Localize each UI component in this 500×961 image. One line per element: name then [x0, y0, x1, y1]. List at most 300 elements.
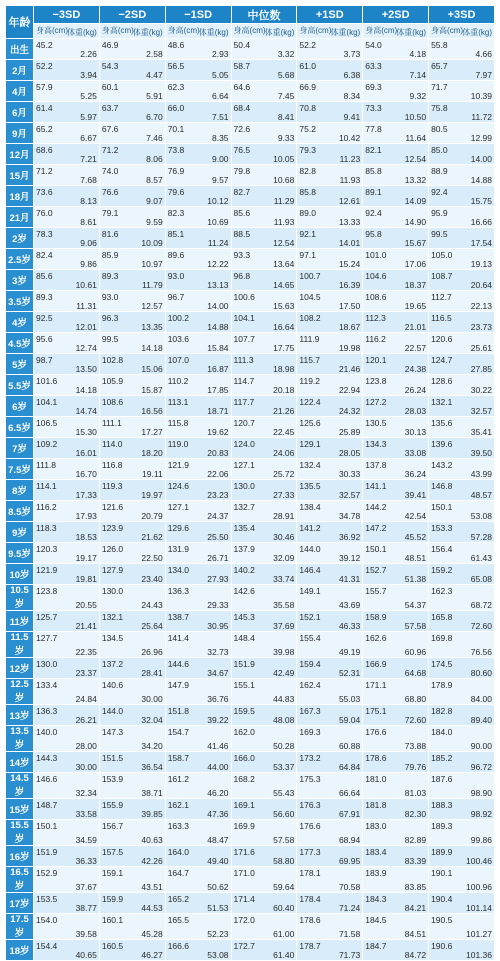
weight-value: 25.64 — [141, 621, 163, 631]
height-value: 181.0 — [365, 774, 387, 784]
value-cell — [363, 81, 429, 102]
weight-value: 15.63 — [273, 301, 295, 311]
height-value: 136.3 — [36, 706, 58, 716]
height-value: 99.5 — [431, 229, 448, 239]
value-cell — [231, 752, 297, 773]
weight-value: 30.00 — [141, 694, 163, 704]
height-value: 55.8 — [431, 40, 448, 50]
weight-value: 12.01 — [75, 322, 97, 332]
table-row — [6, 752, 495, 773]
value-cell — [297, 81, 363, 102]
value-cell — [429, 611, 495, 632]
height-value: 68.4 — [233, 103, 251, 113]
height-value: 172.0 — [233, 915, 255, 925]
value-cell — [297, 102, 363, 123]
height-value: 155.9 — [101, 800, 124, 810]
weight-value: 22.13 — [470, 301, 492, 311]
weight-value: 64.84 — [338, 762, 361, 772]
value-cell — [231, 522, 297, 543]
value-cell — [34, 585, 100, 611]
value-cell — [165, 773, 231, 799]
height-value: 171.0 — [233, 868, 255, 878]
height-value: 127.1 — [233, 460, 255, 470]
weight-value: 13.32 — [404, 175, 427, 185]
weight-value: 10.09 — [141, 238, 163, 248]
height-value: 134.3 — [365, 439, 387, 449]
weight-value: 98.90 — [470, 788, 492, 798]
value-cell — [297, 893, 363, 914]
sd-group-header: −3SD — [34, 6, 100, 24]
weight-value: 37.69 — [273, 621, 295, 631]
height-value: 89.3 — [101, 271, 119, 281]
height-value: 81.6 — [101, 229, 119, 239]
height-value: 89.6 — [167, 250, 185, 260]
weight-value: 12.74 — [75, 343, 97, 353]
value-cell — [231, 893, 297, 914]
value-cell — [297, 846, 363, 867]
value-cell — [34, 81, 100, 102]
value-cell — [34, 354, 100, 375]
table-row — [6, 459, 495, 480]
weight-value: 41.31 — [338, 574, 361, 584]
value-cell — [363, 914, 429, 940]
height-value: 156.7 — [101, 821, 124, 831]
value-cell — [297, 123, 363, 144]
height-value: 181.8 — [365, 800, 387, 810]
sd-group-header: +2SD — [363, 6, 429, 24]
age-cell: 13.5岁 — [6, 726, 34, 752]
value-cell — [99, 417, 165, 438]
value-cell — [363, 585, 429, 611]
age-cell: 8岁 — [6, 480, 34, 501]
height-value: 182.8 — [431, 706, 453, 716]
value-cell — [231, 186, 297, 207]
height-value: 92.1 — [299, 229, 316, 239]
height-value: 108.6 — [365, 292, 387, 302]
weight-value: 37.67 — [75, 882, 97, 892]
weight-value: 19.62 — [207, 427, 229, 437]
height-value: 143.2 — [431, 460, 453, 470]
height-value: 95.8 — [365, 229, 382, 239]
weight-value: 14.90 — [404, 217, 427, 227]
height-value: 79.8 — [233, 166, 251, 176]
height-value: 153.5 — [36, 894, 58, 904]
value-cell — [429, 165, 495, 186]
height-value: 96.8 — [233, 271, 251, 281]
height-value: 139.6 — [431, 439, 453, 449]
value-cell — [99, 893, 165, 914]
table-row — [6, 522, 495, 543]
value-cell — [34, 632, 100, 658]
weight-value: 44.83 — [273, 694, 295, 704]
weight-value: 28.05 — [338, 448, 361, 458]
weight-value: 7.46 — [146, 133, 163, 143]
height-value: 137.8 — [365, 460, 387, 470]
height-value: 127.1 — [167, 502, 189, 512]
value-cell — [34, 752, 100, 773]
age-cell: 17岁 — [6, 893, 34, 914]
value-cell — [429, 291, 495, 312]
height-value: 108.7 — [431, 271, 453, 281]
table-row — [6, 940, 495, 961]
weight-value: 53.08 — [207, 950, 229, 960]
value-cell — [34, 312, 100, 333]
weight-value: 3.73 — [343, 49, 361, 59]
value-cell — [34, 249, 100, 270]
value-cell — [231, 726, 297, 752]
value-cell — [165, 354, 231, 375]
value-cell — [429, 632, 495, 658]
weight-value: 14.88 — [470, 175, 492, 185]
value-cell — [363, 228, 429, 249]
weight-value: 20.55 — [75, 600, 97, 610]
weight-value: 15.84 — [207, 343, 229, 353]
value-cell — [297, 228, 363, 249]
value-cell — [297, 867, 363, 893]
value-cell — [34, 799, 100, 820]
value-cell — [297, 396, 363, 417]
height-value: 162.0 — [233, 727, 255, 737]
value-cell — [99, 564, 165, 585]
weight-value: 36.76 — [207, 694, 229, 704]
height-label: 身高(cm) — [36, 26, 68, 35]
weight-value: 28.03 — [404, 406, 427, 416]
value-cell — [231, 705, 297, 726]
height-value: 120.6 — [431, 334, 453, 344]
height-value: 159.9 — [101, 894, 124, 904]
height-value: 115.7 — [299, 355, 321, 365]
height-value: 124.0 — [233, 439, 255, 449]
height-value: 60.1 — [101, 82, 119, 92]
height-value: 160.1 — [101, 915, 124, 925]
weight-value: 13.33 — [338, 217, 361, 227]
value-cell — [165, 102, 231, 123]
weight-value: 76.56 — [470, 647, 492, 657]
weight-value: 35.58 — [273, 600, 295, 610]
weight-label: 体重(kg) — [264, 28, 295, 37]
table-row — [6, 705, 495, 726]
height-value: 154.4 — [36, 941, 58, 951]
weight-value: 19.65 — [404, 301, 427, 311]
sd-group-header: −2SD — [99, 6, 165, 24]
value-cell — [99, 867, 165, 893]
value-cell — [297, 354, 363, 375]
value-cell — [165, 564, 231, 585]
height-value: 62.3 — [167, 82, 185, 92]
height-value: 147.9 — [167, 680, 189, 690]
weight-value: 96.72 — [470, 762, 492, 772]
table-row — [6, 726, 495, 752]
value-cell — [165, 165, 231, 186]
value-cell — [429, 867, 495, 893]
weight-value: 12.54 — [404, 154, 427, 164]
height-value: 151.8 — [167, 706, 189, 716]
value-cell — [99, 679, 165, 705]
weight-value: 20.79 — [141, 511, 163, 521]
weight-value: 43.99 — [470, 469, 492, 479]
height-value: 166.9 — [365, 659, 387, 669]
age-cell: 5岁 — [6, 354, 34, 375]
table-row — [6, 60, 495, 81]
value-cell — [429, 480, 495, 501]
weight-value: 101.27 — [466, 929, 492, 939]
value-cell — [363, 312, 429, 333]
value-cell — [363, 611, 429, 632]
height-value: 79.3 — [299, 145, 316, 155]
height-value: 69.3 — [365, 82, 382, 92]
weight-value: 67.91 — [338, 809, 361, 819]
value-cell — [99, 144, 165, 165]
value-cell — [231, 312, 297, 333]
weight-value: 60.96 — [404, 647, 427, 657]
age-cell: 18岁 — [6, 940, 34, 961]
value-cell — [231, 81, 297, 102]
value-cell — [99, 799, 165, 820]
value-cell — [297, 564, 363, 585]
table-row — [6, 270, 495, 291]
height-value: 82.1 — [365, 145, 382, 155]
value-cell — [99, 249, 165, 270]
height-value: 184.5 — [365, 915, 387, 925]
value-cell — [34, 658, 100, 679]
value-cell — [34, 438, 100, 459]
sd-group-header: −1SD — [165, 6, 231, 24]
value-cell — [363, 522, 429, 543]
value-cell — [231, 585, 297, 611]
height-value: 111.8 — [36, 460, 57, 470]
value-cell — [231, 564, 297, 585]
height-value: 134.5 — [101, 633, 124, 643]
weight-value: 28.91 — [273, 511, 295, 521]
weight-value: 9.32 — [409, 91, 427, 101]
weight-value: 50.28 — [273, 741, 295, 751]
height-value: 167.3 — [299, 706, 321, 716]
value-cell — [363, 459, 429, 480]
weight-value: 45.52 — [404, 532, 427, 542]
height-value: 72.6 — [233, 124, 251, 134]
weight-value: 10.12 — [207, 196, 229, 206]
weight-value: 27.85 — [470, 364, 492, 374]
height-value: 104.1 — [233, 313, 255, 323]
weight-value: 11.64 — [405, 133, 427, 143]
weight-value: 82.30 — [404, 809, 427, 819]
weight-value: 27.93 — [207, 574, 229, 584]
weight-value: 24.06 — [273, 448, 295, 458]
weight-value: 72.60 — [470, 621, 492, 631]
height-value: 165.2 — [167, 894, 189, 904]
value-cell — [165, 893, 231, 914]
value-cell — [429, 207, 495, 228]
weight-value: 26.96 — [141, 647, 163, 657]
height-value: 61.4 — [36, 103, 53, 113]
value-cell — [34, 144, 100, 165]
weight-value: 15.67 — [404, 238, 427, 248]
value-cell — [99, 270, 165, 291]
height-value: 133.4 — [36, 680, 58, 690]
weight-value: 5.68 — [277, 70, 295, 80]
weight-value: 84.51 — [404, 929, 427, 939]
height-value: 126.0 — [101, 544, 124, 554]
weight-value: 9.57 — [211, 175, 229, 185]
age-cell: 11.5岁 — [6, 632, 34, 658]
height-value: 89.0 — [299, 208, 316, 218]
value-cell — [363, 705, 429, 726]
height-value: 130.5 — [365, 418, 387, 428]
height-value: 171.4 — [233, 894, 255, 904]
value-cell — [165, 39, 231, 60]
weight-value: 83.39 — [404, 856, 427, 866]
weight-value: 22.45 — [273, 427, 295, 437]
age-cell: 2岁 — [6, 228, 34, 249]
value-cell — [34, 60, 100, 81]
weight-value: 44.53 — [141, 903, 163, 913]
height-value: 168.2 — [233, 774, 255, 784]
weight-value: 39.58 — [75, 929, 97, 939]
height-value: 183.0 — [365, 821, 387, 831]
height-value: 68.6 — [36, 145, 53, 155]
value-cell — [34, 564, 100, 585]
height-value: 112.3 — [365, 313, 386, 323]
weight-value: 72.60 — [404, 715, 427, 725]
value-cell — [165, 333, 231, 354]
value-cell — [231, 799, 297, 820]
weight-value: 42.26 — [141, 856, 163, 866]
height-value: 184.7 — [365, 941, 387, 951]
table-row — [6, 249, 495, 270]
weight-value: 8.41 — [277, 112, 295, 122]
weight-value: 90.00 — [470, 741, 492, 751]
weight-value: 4.18 — [409, 49, 427, 59]
value-cell — [165, 396, 231, 417]
weight-value: 48.57 — [470, 490, 492, 500]
age-cell: 9岁 — [6, 522, 34, 543]
weight-value: 16.66 — [470, 217, 492, 227]
height-value: 166.0 — [233, 753, 255, 763]
weight-value: 10.50 — [404, 112, 427, 122]
value-cell — [165, 249, 231, 270]
weight-value: 48.08 — [273, 715, 295, 725]
height-value: 124.6 — [167, 481, 189, 491]
value-cell — [231, 459, 297, 480]
height-value: 119.2 — [299, 376, 321, 386]
weight-value: 26.21 — [75, 715, 97, 725]
weight-value: 32.09 — [273, 553, 295, 563]
weight-value: 19.97 — [141, 490, 163, 500]
value-cell — [297, 60, 363, 81]
height-value: 116.8 — [101, 460, 123, 470]
height-value: 127.2 — [365, 397, 387, 407]
weight-value: 6.38 — [343, 70, 361, 80]
height-value: 132.4 — [299, 460, 321, 470]
table-row — [6, 312, 495, 333]
growth-standard-table — [5, 5, 495, 961]
weight-value: 38.71 — [141, 788, 163, 798]
weight-value: 81.03 — [404, 788, 427, 798]
height-value: 114.0 — [101, 439, 123, 449]
weight-value: 61.40 — [273, 950, 295, 960]
value-cell — [297, 501, 363, 522]
measure-labels-header — [429, 24, 495, 39]
value-cell — [231, 249, 297, 270]
weight-value: 23.37 — [75, 668, 97, 678]
height-value: 169.1 — [233, 800, 255, 810]
height-value: 76.0 — [36, 208, 53, 218]
value-cell — [429, 438, 495, 459]
weight-value: 45.28 — [141, 929, 163, 939]
value-cell — [34, 867, 100, 893]
value-cell — [297, 705, 363, 726]
height-value: 117.7 — [233, 397, 255, 407]
weight-value: 71.58 — [338, 929, 361, 939]
height-value: 148.4 — [233, 633, 255, 643]
value-cell — [34, 726, 100, 752]
weight-value: 14.09 — [404, 196, 427, 206]
value-cell — [165, 705, 231, 726]
weight-value: 15.87 — [141, 385, 163, 395]
height-value: 112.7 — [431, 292, 452, 302]
value-cell — [297, 270, 363, 291]
table-row — [6, 867, 495, 893]
value-cell — [34, 291, 100, 312]
weight-value: 22.50 — [141, 553, 163, 563]
weight-value: 18.67 — [338, 322, 361, 332]
value-cell — [99, 39, 165, 60]
weight-value: 71.73 — [338, 950, 361, 960]
weight-value: 11.29 — [273, 196, 295, 206]
weight-value: 36.33 — [75, 856, 97, 866]
height-value: 156.4 — [431, 544, 453, 554]
table-row — [6, 291, 495, 312]
weight-value: 17.50 — [338, 301, 361, 311]
weight-value: 10.05 — [273, 154, 295, 164]
height-value: 116.2 — [365, 334, 386, 344]
weight-value: 55.03 — [338, 694, 361, 704]
weight-value: 33.74 — [273, 574, 295, 584]
table-row — [6, 632, 495, 658]
value-cell — [165, 186, 231, 207]
height-value: 141.1 — [365, 481, 387, 491]
height-value: 178.6 — [365, 753, 387, 763]
height-value: 184.0 — [431, 727, 453, 737]
weight-value: 11.31 — [76, 301, 97, 311]
weight-value: 42.49 — [273, 668, 295, 678]
weight-value: 39.85 — [141, 809, 163, 819]
height-value: 161.2 — [167, 774, 189, 784]
weight-value: 10.69 — [207, 217, 229, 227]
value-cell — [165, 726, 231, 752]
value-cell — [429, 144, 495, 165]
weight-label: 体重(kg) — [330, 28, 361, 37]
value-cell — [99, 333, 165, 354]
height-label: 身高(cm) — [101, 26, 134, 35]
height-value: 110.2 — [167, 376, 189, 386]
value-cell — [34, 501, 100, 522]
weight-label: 体重(kg) — [396, 28, 427, 37]
weight-value: 13.35 — [141, 322, 163, 332]
height-value: 93.0 — [101, 292, 119, 302]
value-cell — [99, 228, 165, 249]
weight-value: 30.95 — [207, 621, 229, 631]
weight-value: 54.37 — [404, 600, 427, 610]
height-value: 121.6 — [101, 502, 124, 512]
weight-value: 69.95 — [338, 856, 361, 866]
age-cell: 7岁 — [6, 438, 34, 459]
height-value: 97.1 — [299, 250, 316, 260]
weight-value: 23.40 — [141, 574, 163, 584]
value-cell — [165, 611, 231, 632]
height-value: 85.6 — [36, 271, 53, 281]
value-cell — [99, 752, 165, 773]
